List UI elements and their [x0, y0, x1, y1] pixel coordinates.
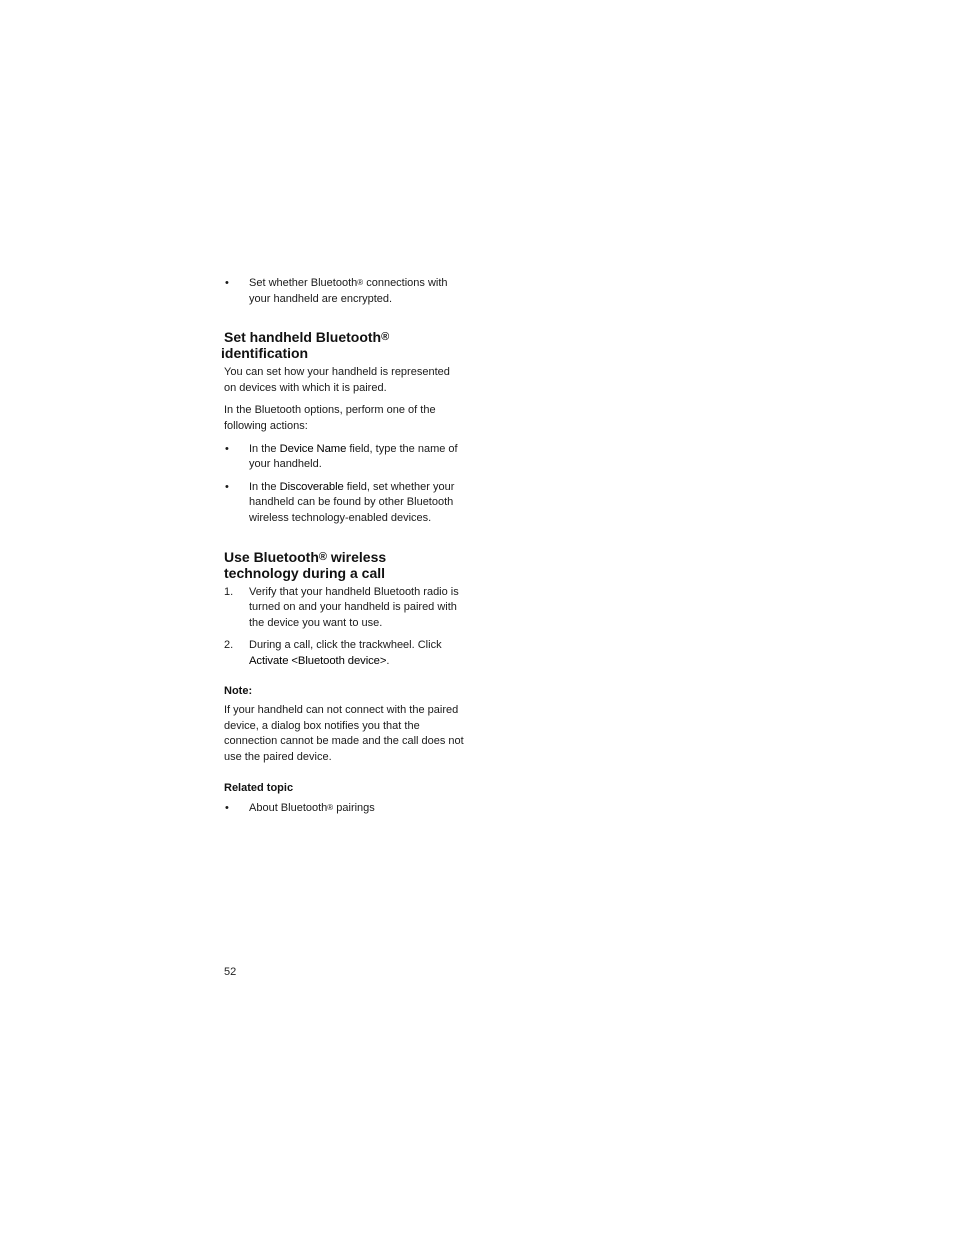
heading-text: Set handheld Bluetooth — [224, 329, 382, 346]
bullet-mark: • — [225, 277, 229, 289]
step-text: . — [386, 654, 390, 667]
step-number: 1. — [224, 585, 234, 598]
bullet-text: Set whether Bluetooth — [249, 277, 358, 289]
section-heading — [224, 549, 464, 581]
bullet-mark: • — [225, 802, 229, 815]
registered-mark: ® — [318, 550, 327, 563]
section-heading — [221, 329, 464, 362]
related-topic-item[interactable] — [224, 801, 464, 817]
bullet-text: connections with your handheld are encrypted. — [249, 277, 448, 305]
bullet-text: field, type the name of your handheld. — [249, 442, 458, 471]
list-item — [224, 276, 464, 307]
registered-mark: ® — [381, 331, 390, 344]
paragraph: In the Bluetooth options, perform one of the following actions: — [224, 404, 436, 432]
paragraph: You can set how your handheld is represented on devices with which it is paired. — [224, 366, 450, 394]
bullet-text: In the — [249, 442, 280, 455]
ui-field-name: Device Name — [279, 442, 347, 455]
page-number: 52 — [224, 966, 237, 978]
note-text: If your handheld can not connect with the paired device, a dialog box notifies you that the connection cannot be made and the call does not use the paired device. — [224, 704, 464, 763]
list-item — [224, 585, 464, 632]
list-item — [224, 442, 464, 473]
registered-mark: ® — [357, 278, 364, 287]
bullet-text: field, set whether your handheld can be found by other Bluetooth wireless technology-enabled devices. — [249, 480, 455, 524]
note-label: Note: — [224, 684, 253, 697]
ui-field-name: Discoverable — [279, 480, 344, 493]
related-link[interactable]: About Bluetooth — [249, 802, 328, 815]
list-item — [224, 638, 464, 669]
step-text: During a call, click the trackwheel. Click — [249, 639, 442, 652]
related-topic-label: Related topic — [224, 782, 294, 795]
ui-menu-item: Activate <Bluetooth device> — [249, 654, 387, 667]
list-item — [224, 480, 464, 527]
registered-mark: ® — [327, 803, 334, 813]
step-number: 2. — [224, 639, 234, 652]
step-text: Verify that your handheld Bluetooth radio is turned on and your handheld is paired with the device you want to use. — [249, 585, 459, 629]
bullet-text: In the — [249, 480, 280, 493]
heading-text: identification — [221, 345, 309, 362]
heading-text: Use Bluetooth — [224, 548, 319, 565]
heading-text: wireless technology during a call — [224, 548, 387, 581]
bullet-mark: • — [225, 442, 229, 455]
bullet-mark: • — [225, 480, 229, 493]
related-link[interactable]: pairings — [333, 802, 375, 815]
content-column — [221, 276, 464, 824]
